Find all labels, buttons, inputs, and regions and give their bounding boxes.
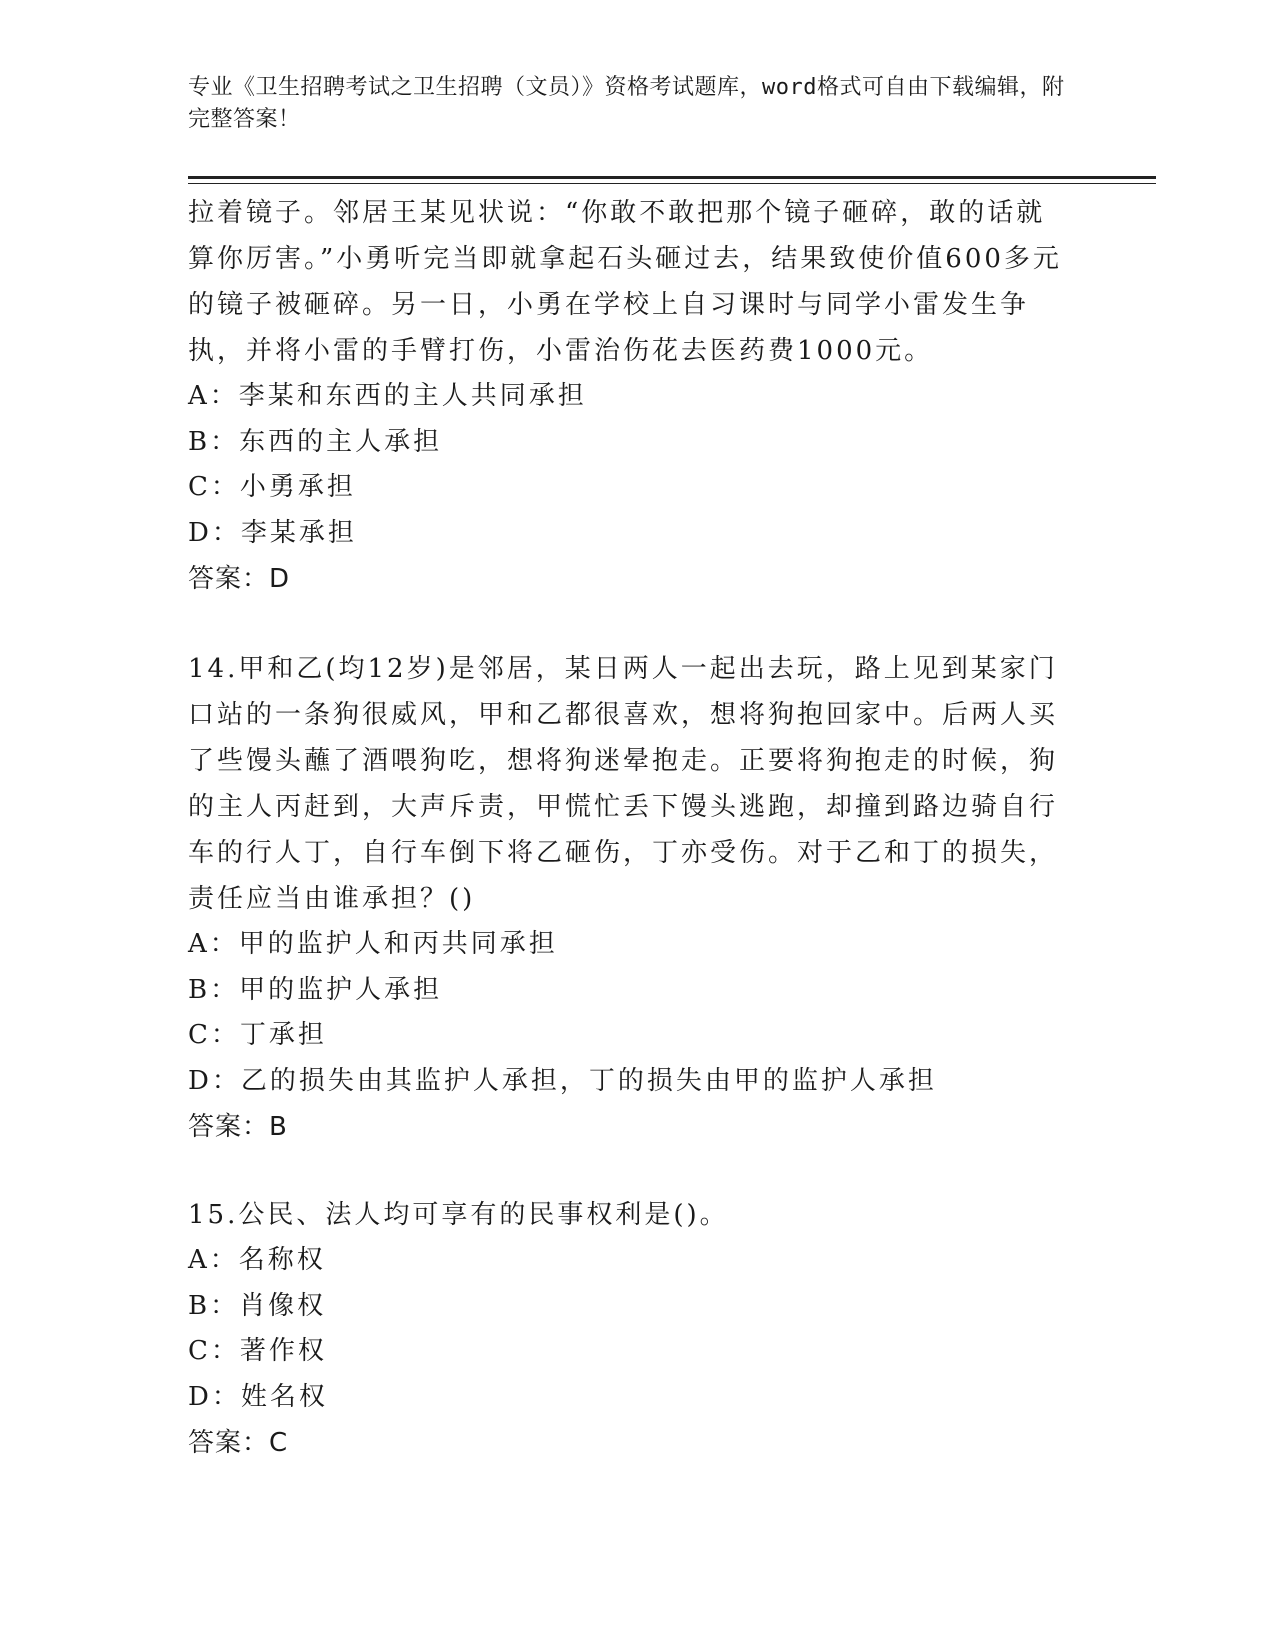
question-stem-continuation: 拉着镜子。邻居王某见状说：“你敢不敢把那个镜子砸碎，敢的话就算你厉害。”小勇听完当即就拿起石头砸过去，结果致使价值600多元的镜子被砸碎。另一日，小勇在学校上自习课时与同学小雷发生争执，并将小雷的手臂打伤，小雷治伤花去医药费1000元。: [188, 198, 1062, 366]
option-b: B：肖像权: [188, 1290, 327, 1321]
option-a: A：名称权: [188, 1245, 326, 1275]
option-d: D：乙的损失由其监护人承担，丁的损失由甲的监护人承担: [188, 1065, 937, 1096]
spacer: [188, 1150, 1068, 1192]
option-a: A：李某和东西的主人共同承担: [188, 381, 587, 411]
answer: 答案：D: [188, 564, 291, 594]
option-c: C：著作权: [188, 1336, 327, 1366]
option-b: B：甲的监护人承担: [188, 974, 443, 1005]
option-b: B：东西的主人承担: [188, 426, 443, 457]
option-c: C：丁承担: [188, 1020, 327, 1050]
header-divider-thin: [188, 183, 1156, 184]
page-header: 专业《卫生招聘考试之卫生招聘（文员）》资格考试题库，word格式可自由下载编辑，附完整答案！: [188, 75, 1065, 132]
answer: 答案：C: [188, 1428, 289, 1458]
question-list: [188, 190, 1068, 1466]
option-d: D：姓名权: [188, 1381, 328, 1412]
option-a: A：甲的监护人和丙共同承担: [188, 929, 558, 959]
question-15: [188, 1192, 1068, 1466]
question-14: [188, 646, 1068, 1150]
question-13: [188, 190, 1068, 602]
option-d: D：李某承担: [188, 517, 357, 548]
option-c: C：小勇承担: [188, 472, 356, 502]
question-stem: 15.公民、法人均可享有的民事权利是()。: [188, 1200, 729, 1230]
header-divider-thick: [188, 176, 1156, 179]
spacer: [188, 602, 1068, 646]
answer: 答案：B: [188, 1112, 288, 1142]
question-stem: 14.甲和乙(均12岁)是邻居，某日两人一起出去玩，路上见到某家门口站的一条狗很威风，甲和乙都很喜欢，想将狗抱回家中。后两人买了些馒头蘸了酒喂狗吃，想将狗迷晕抱走。正要将狗抱走的时候，狗的主人丙赶到，大声斥责，甲慌忙丢下馒头逃跑，却撞到路边骑自行车的行人丁，自行车倒下将乙砸伤，丁亦受伤。对于乙和丁的损失，责任应当由谁承担？(): [188, 654, 1059, 914]
